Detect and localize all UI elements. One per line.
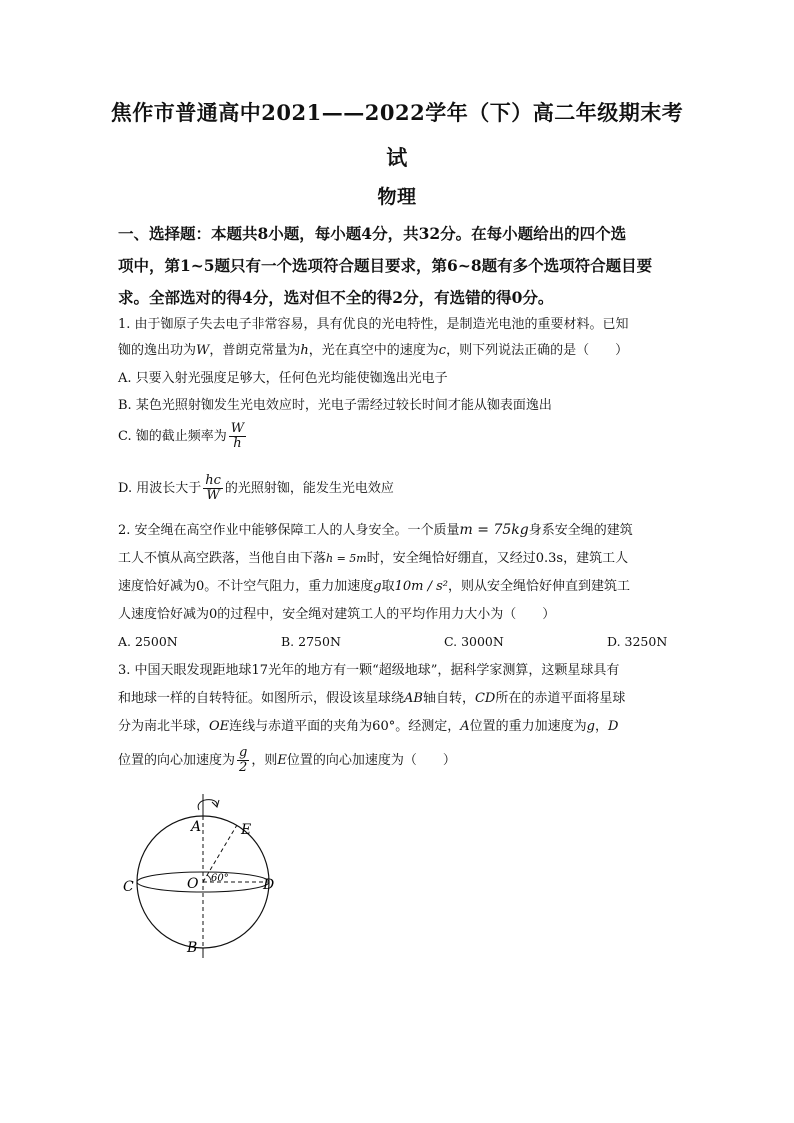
fraction-w-over-h: $\frac{W}{h}$ [230,421,245,451]
q3-stem-line1: 3. 中国天眼发现距地球17光年的地方有一颗“超级地球”，据科学家测算，这颗星球具有 [118,663,620,678]
fraction-g-over-2: $\frac{g}{2}$ [239,745,248,775]
label-c: C [123,879,134,895]
q1-stem-line1: 1. 由于铷原子失去电子非常容易，具有优良的光电特性，是制造光电池的重要材料。已知 [118,317,629,332]
q2-stem-line2: 工人不慎从高空跌落，当他自由下落h = 5m时，安全绳恰好绷直，又经过0.3s，建筑工人 [118,551,629,566]
q1-option-c: C. 铷的截止频率为 $\frac{W}{h}$ [118,421,245,451]
label-a: A [191,819,202,835]
q2-stem-line3: 速度恰好减为0。不计空气阻力，重力加速度g取10m / s²，则从安全绳恰好伸直到建筑工 [118,579,631,594]
q2-option-d: D. 3250N [607,634,668,649]
q2-option-a: A. 2500N [118,634,178,649]
q2-stem-line4: 人速度恰好减为0的过程中，安全绳对建筑工人的平均作用力大小为（ ） [118,607,556,622]
label-d: D [263,877,275,893]
q2-stem-line1: 2. 安全绳在高空作业中能够保障工人的人身安全。一个质量m = 75kg身系安全绳的建筑 [118,522,633,538]
q2-option-c: C. 3000N [444,634,504,649]
q1-stem-line2: 铷的逸出功为W，普朗克常量为h，光在真空中的速度为c，则下列说法正确的是（ ） [118,343,629,358]
angle-label: 60° [211,873,229,884]
section-instructions-3: 求。全部选对的得4分，选对但不全的得2分，有选错的得0分。 [118,288,554,307]
q1-option-d: D. 用波长大于 $\frac{hc}{W}$ 的光照射铷，能发生光电效应 [118,473,394,503]
q1-option-a: A. 只要入射光强度足够大，任何色光均能使铷逸出光电子 [118,371,448,386]
exam-title-line1: 焦作市普通高中2021——2022学年（下）高二年级期末考 [110,100,684,125]
label-e: E [241,822,252,838]
q1-option-b: B. 某色光照射铷发生光电效应时，光电子需经过较长时间才能从铷表面逸出 [118,398,552,413]
q3-stem-line4: 位置的向心加速度为 $\frac{g}{2}$ ，则E位置的向心加速度为（ ） [118,745,456,775]
section-instructions-2: 项中，第1~5题只有一个选项符合题目要求，第6~8题有多个选项符合题目要 [118,256,653,275]
q3-stem-line2: 和地球一样的自转特征。如图所示，假设该星球绕AB轴自转，CD所在的赤道平面将星球 [118,691,626,706]
exam-title-line2: 试 [386,145,408,170]
q3-stem-line3: 分为南北半球，OE连线与赤道平面的夹角为60°。经测定，A位置的重力加速度为g，D [118,719,619,734]
subject-title: 物理 [377,186,417,208]
section-instructions-1: 一、选择题：本题共8小题，每小题4分，共32分。在每小题给出的四个选 [118,224,627,243]
label-o: O [187,876,199,892]
label-b: B [187,940,198,956]
fraction-hc-over-w: $\frac{hc}{W}$ [205,473,221,503]
sphere-diagram [115,790,295,960]
q2-option-b: B. 2750N [281,634,341,649]
